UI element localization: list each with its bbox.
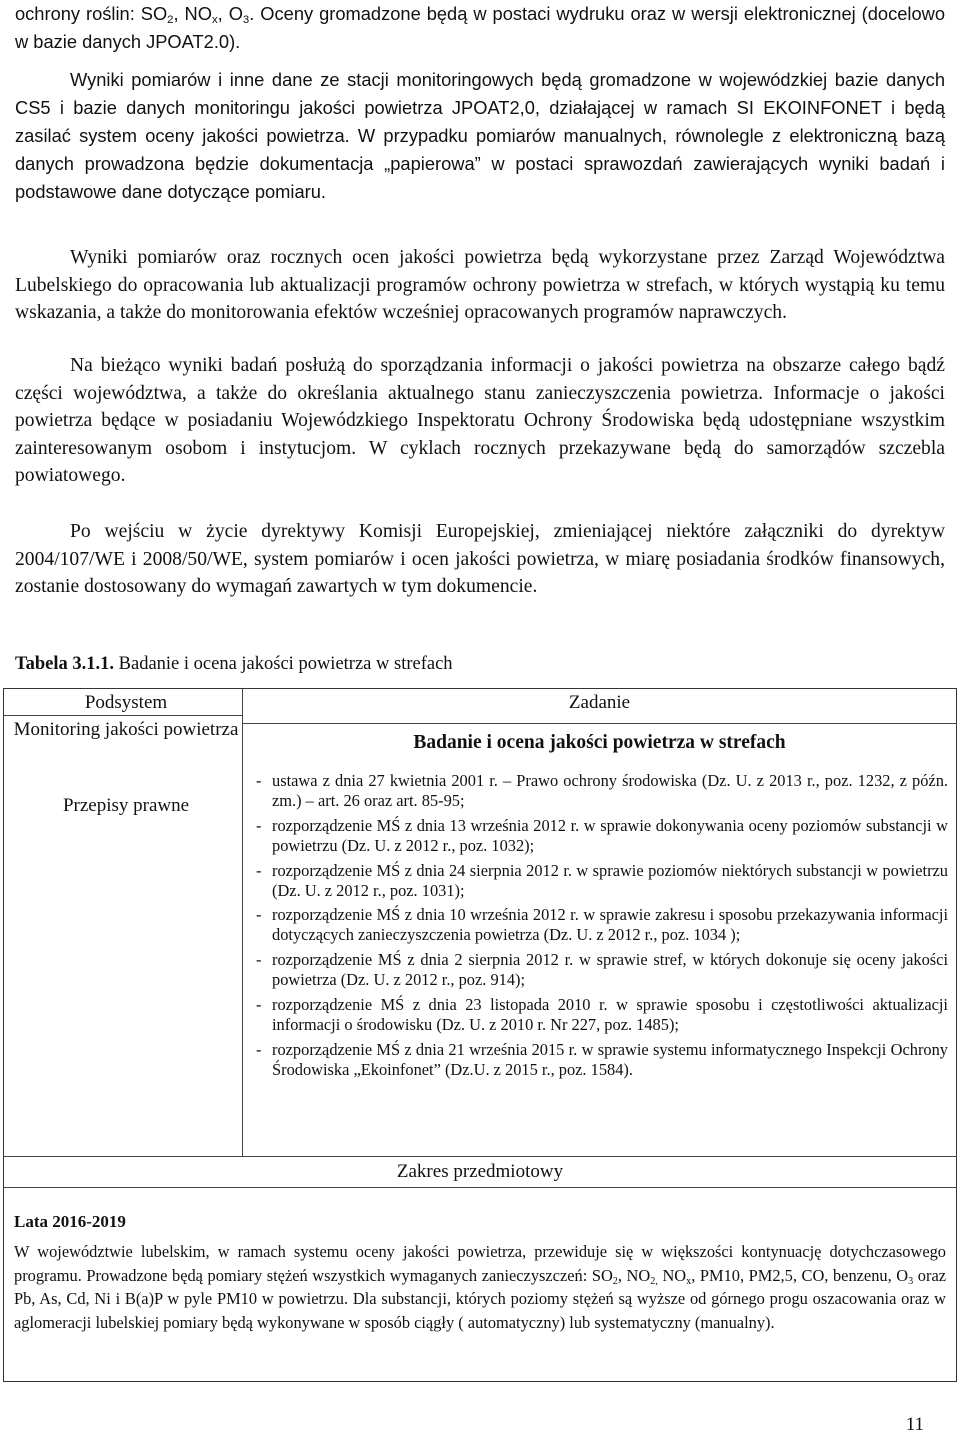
legal-acts-list (254, 771, 948, 1085)
task-table (3, 688, 957, 1382)
page-number: 11 (905, 1414, 924, 1435)
legal-act-item: - ustawa z dnia 27 kwietnia 2001 r. – Prawo ochrony środowiska (Dz. U. z 2013 r., poz. 1232, z późn. zm.) – art. 26 oraz art. 85-95; (254, 771, 948, 811)
legal-act-item: - rozporządzenie MŚ z dnia 23 listopada 2010 r. w sprawie sposobu i częstotliwości aktualizacji informacji o środowisku (Dz. U. z 2010 r. Nr 227, poz. 1485); (254, 995, 948, 1035)
legal-act-item: - rozporządzenie MŚ z dnia 10 września 2012 r. w sprawie zakresu i sposobu przekazywania informacji dotyczących zanieczyszczenia powietrza (Dz. U. z 2012 r., poz. 1034 ); (254, 905, 948, 945)
legal-basis-label: Przepisy prawne (62, 795, 190, 816)
paragraph-eu-directive: Po wejściu w życie dyrektywy Komisji Europejskiej, zmieniającej niektóre załączniki do dyrektyw 2004/107/WE i 2008/50/WE, system pomiarów i ocen jakości powietrza, w miarę posiadania środków finansowych, zostanie dostosowany do wymagań zawartych w tym dokumencie. (15, 521, 945, 598)
table-header-divider-left (4, 715, 242, 716)
podsystem-value: Monitoring jakości powietrza (13, 719, 239, 740)
scope-header: Zakres przedmiotowy (396, 1161, 564, 1182)
legal-act-item: - rozporządzenie MŚ z dnia 2 sierpnia 2012 r. w sprawie stref, w których dokonuje się oceny jakości powietrza (Dz. U. z 2012 r., poz. 914); (254, 950, 948, 990)
years-label: Lata 2016-2019 (14, 1212, 126, 1231)
podsystem-header: Podsystem (84, 692, 168, 713)
paragraph-results-usage: Wyniki pomiarów oraz rocznych ocen jakości powietrza będą wykorzystane przez Zarząd Województwa Lubelskiego do opracowania lub aktualizacji programów ochrony powietrza w strefach, w których wystąpią ku temu wskazania, a także do monitorowania efektów wcześniej opracowanych programów naprawczych. (15, 247, 945, 324)
scope-description: W województwie lubelskim, w ramach systemu oceny jakości powietrza, przewiduje się w większości kontynuację dotychczasowego programu. Prowadzone będą pomiary stężeń wszystkich wymaganych zanieczyszczeń: $SO_2$, $NO_{2,}$ $NO_x$, PM10, PM2,5, CO, benzenu, $O_3$ oraz Pb, As, Cd, Ni i B(a)P w pyle PM10 w powietrzu. Dla substancji, których poziomy stężeń są wyższe od górnego progu oszacowania oraz w aglomeracji lubelskiej pomiary będą wykonywane w sposób ciągły ( automatyczny) lub systematyczny (manualny). (14, 1242, 946, 1332)
table-caption (15, 652, 453, 676)
zadanie-value: Badanie i ocena jakości powietrza w strefach (413, 732, 786, 753)
paragraph-results-storage: Wyniki pomiarów i inne dane ze stacji monitoringowych będą gromadzone w wojewódzkiej bazie danych CS5 i bazie danych monitoringu jakości powietrza JPOAT2,0, działającej w ramach SI EKOINFONET i będą zasilać system oceny jakości powietrza. W przypadku pomiarów manualnych, równolegle z elektroniczną bazą danych prowadzona będzie dokumentacja „papierowa” w postaci sprawozdań zawierających wyniki badań i podstawowe dane dotyczące pomiaru. (15, 69, 945, 202)
table-header-divider-right (242, 723, 957, 724)
table-title: Badanie i ocena jakości powietrza w strefach (114, 654, 453, 674)
legal-act-item: - rozporządzenie MŚ z dnia 13 września 2012 r. w sprawie dokonywania oceny poziomów substancji w powietrzu (Dz. U. z 2012 r., poz. 1032); (254, 816, 948, 856)
paragraph-current-information: Na bieżąco wyniki badań posłużą do sporządzania informacji o jakości powietrza na obszarze całego bądź części województwa, a także do określania aktualnego stanu zanieczyszczenia powietrza. Informacje o jakości powietrza będące w posiadaniu Wojewódzkiego Inspektoratu Ochrony Środowiska będą udostępniane wszystkim zainteresowanym osobom i instytucjom. W cyklach rocznych przekazywane będą do samorządów szczebla powiatowego. (15, 355, 945, 487)
zadanie-header: Zadanie (568, 692, 631, 713)
table-number: Tabela 3.1.1. (15, 654, 115, 674)
legal-act-item: - rozporządzenie MŚ z dnia 24 sierpnia 2012 r. w sprawie poziomów niektórych substancji w powietrzu (Dz. U. z 2012 r., poz. 1031); (254, 861, 948, 901)
intro-paragraph: ochrony roślin: $SO_2$, $NO_x$, $O_3$. Oceny gromadzone będą w postaci wydruku oraz w wersji elektronicznej (docelowo w bazie danych JPOAT2.0). (15, 3, 945, 52)
table-column-divider (242, 689, 243, 1156)
legal-act-item: - rozporządzenie MŚ z dnia 21 września 2015 r. w sprawie systemu informatycznego Inspekcji Ochrony Środowiska „Ekoinfonet” (Dz.U. z 2015 r., poz. 1584). (254, 1040, 948, 1080)
table-scope-header-divider (4, 1187, 957, 1188)
table-scope-divider (4, 1156, 957, 1157)
